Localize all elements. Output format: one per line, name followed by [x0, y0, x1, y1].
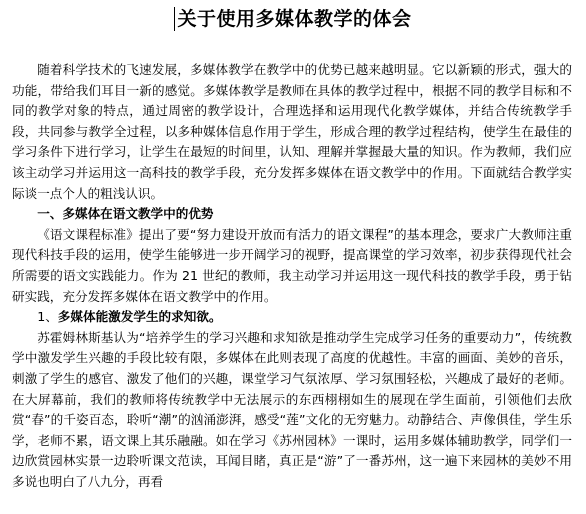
title-row [0, 4, 586, 34]
intro-paragraph: 随着科学技术的飞速发展，多媒体教学在教学中的优势已越来越明显。它以新颖的形式，强大的功能，带给我们耳目一新的感觉。多媒体教学是教师在具体的教学过程中，根据不同的教学目标和不同的教学对象的特点，通过周密的教学设计，合理选择和运用现代化教学媒体，并结合传统教学手段，共同参与教学全过程，以多种媒体信息作用于学生，形成合理的教学过程结构，使学生在最佳的学习条件下进行学习，让学生在最短的时间里，认知、理解并掌握最大量的知识。作为教师，我们应该主动学习并运用这一高科技的教学手段，充分发挥多媒体在语文教学中的作用。下面就结合教学实际谈一点个人的粗浅认识。 [12, 62, 572, 201]
text-cursor [174, 7, 175, 31]
section-paragraph-1: 《语文课程标准》提出了要“努力建设开放而有活力的语文课程”的基本理念，要求广大教师注重现代科技手段的运用，使学生能够进一步开阔学习的视野，提高课堂的学习效率，初步获得现代社会所需要的语文实践能力。作为 21 世纪的教师，我主动学习并运用这一现代科技的教学手段，勇于钻研实践，充分发挥多媒体在语文教学中的作用。 [12, 226, 572, 304]
subsection-number: 1、 [37, 309, 58, 325]
subsection-heading-1 [12, 307, 572, 328]
document-body [12, 60, 572, 492]
section-heading-1: 一、多媒体在语文教学中的优势 [37, 206, 214, 222]
subsection-paragraph-1: 苏霍姆林斯基认为“培养学生的学习兴趣和求知欲是推动学生完成学习任务的重要动力”，传统教学中激发学生兴趣的手段比较有限，多媒体在此则表现了高度的优越性。丰富的画面、美妙的音乐，刺激了学生的感官、激发了他们的兴趣，课堂学习气氛浓厚、学习氛围轻松，兴趣成了最好的老师。在大屏幕前，我们的教师将传统教学中无法展示的东西栩栩如生的展现在学生面前，引领他们去欣赏“春”的千姿百态，聆听“潮”的汹涌澎湃，感受“莲”文化的无穷魅力。动静结合、声像俱佳，学生乐学，老师不累，语文课上其乐融融。如在学习《苏州园林》一课时，运用多媒体辅助教学，同学们一边欣赏园林实景一边聆听课文范读，耳闻目睹，真正是“游”了一番苏州，这一遍下来园林的美妙不用多说也明白了八九分，再看 [12, 329, 572, 489]
subsection-title: 多媒体能激发学生的求知欲。 [57, 309, 222, 325]
document-title: 关于使用多媒体教学的体会 [177, 8, 412, 30]
